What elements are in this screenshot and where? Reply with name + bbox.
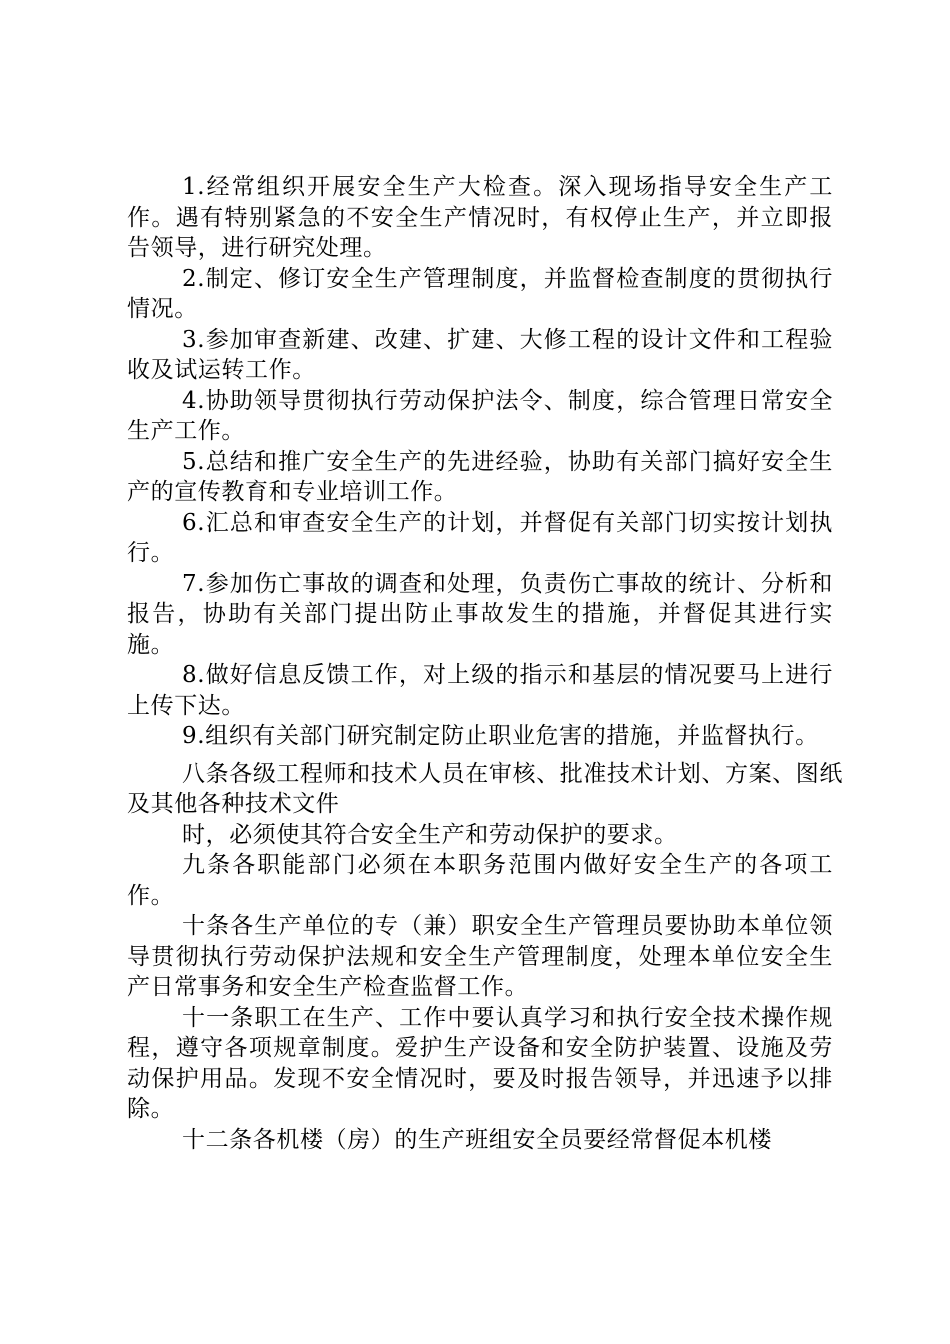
paragraph-article-9: 九条各职能部门必须在本职务范围内做好安全生产的各项工作。 bbox=[127, 852, 833, 909]
paragraph-article-8-continued: 时，必须使其符合安全生产和劳动保护的要求。 bbox=[182, 821, 678, 848]
paragraph-item-6: 6.汇总和审查安全生产的计划，并督促有关部门切实按计划执行。 bbox=[127, 509, 833, 566]
paragraph-item-8: 8.做好信息反馈工作，对上级的指示和基层的情况要马上进行上传下达。 bbox=[127, 662, 833, 719]
paragraph-item-2: 2.制定、修订安全生产管理制度，并监督检查制度的贯彻执行情况。 bbox=[127, 265, 833, 322]
paragraph-article-8: 八条各级工程师和技术人员在审核、批准技术计划、方案、图纸及其他各种技术文件 bbox=[127, 760, 843, 817]
paragraph-article-12: 十二条各机楼（房）的生产班组安全员要经常督促本机楼 bbox=[182, 1126, 772, 1153]
paragraph-item-5: 5.总结和推广安全生产的先进经验，协助有关部门搞好安全生产的宣传教育和专业培训工作。 bbox=[127, 448, 833, 505]
paragraph-item-3: 3.参加审查新建、改建、扩建、大修工程的设计文件和工程验收及试运转工作。 bbox=[127, 326, 833, 383]
paragraph-item-4: 4.协助领导贯彻执行劳动保护法令、制度，综合管理日常安全生产工作。 bbox=[127, 387, 833, 444]
paragraph-item-7: 7.参加伤亡事故的调查和处理，负责伤亡事故的统计、分析和报告，协助有关部门提出防止事故发生的措施，并督促其进行实施。 bbox=[127, 570, 833, 658]
paragraph-article-11: 十一条职工在生产、工作中要认真学习和执行安全技术操作规程，遵守各项规章制度。爱护生产设备和安全防护装置、设施及劳动保护用品。发现不安全情况时，要及时报告领导，并迅速予以排除。 bbox=[127, 1004, 833, 1122]
paragraph-item-9: 9.组织有关部门研究制定防止职业危害的措施，并监督执行。 bbox=[182, 723, 819, 749]
paragraph-item-1: 1.经常组织开展安全生产大检查。深入现场指导安全生产工作。遇有特别紧急的不安全生产情况时，有权停止生产，并立即报告领导，进行研究处理。 bbox=[127, 174, 833, 261]
paragraph-article-10: 十条各生产单位的专（兼）职安全生产管理员要协助本单位领导贯彻执行劳动保护法规和安全生产管理制度，处理本单位安全生产日常事务和安全生产检查监督工作。 bbox=[127, 913, 833, 1000]
document-body bbox=[127, 172, 843, 1155]
